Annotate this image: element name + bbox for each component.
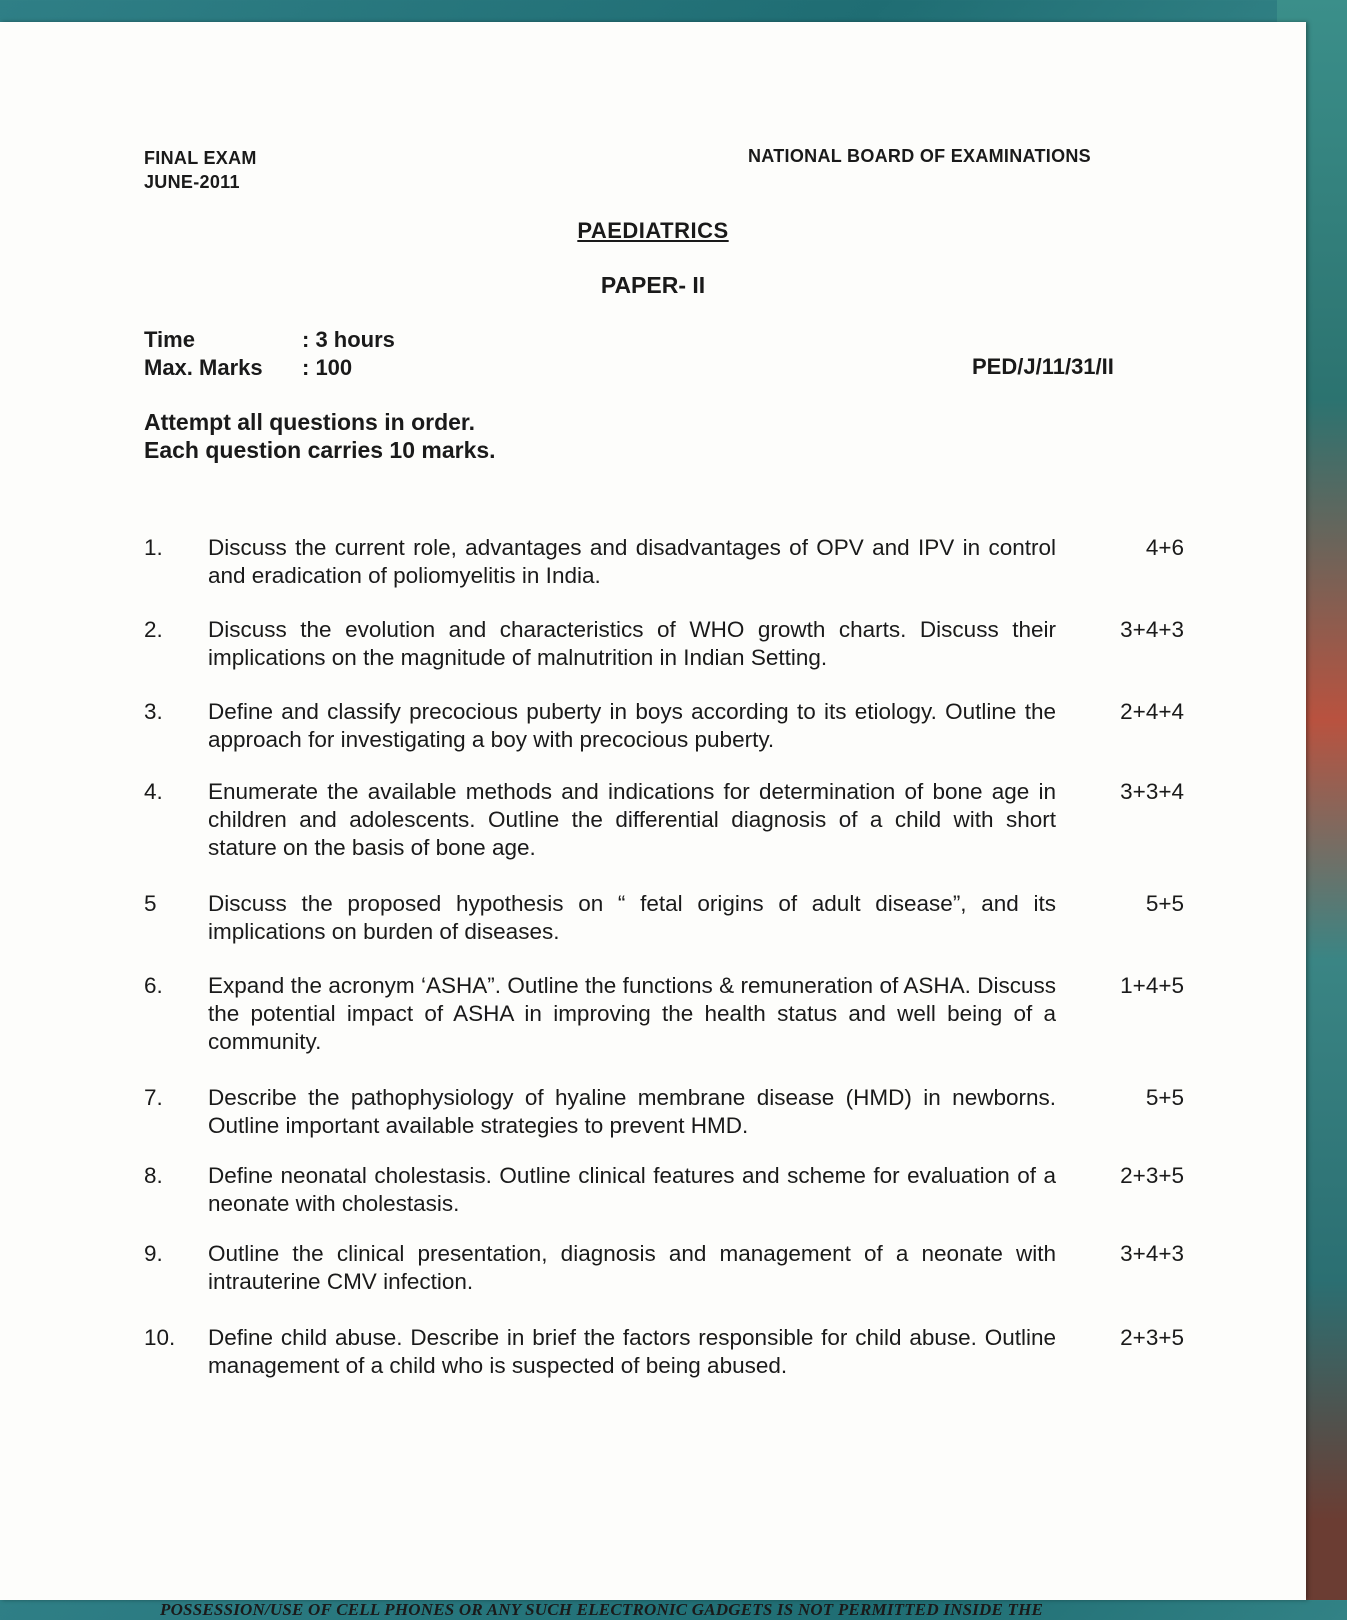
question-marks: 3+4+3: [1120, 1241, 1184, 1266]
question-item: [144, 1324, 1184, 1380]
question-number: 2.: [144, 617, 163, 642]
exam-header-left: [144, 146, 257, 194]
instruction-line: Attempt all questions in order.: [144, 409, 475, 435]
question-number: 7.: [144, 1085, 163, 1110]
exam-title: FINAL EXAM: [144, 148, 257, 168]
footer-notice: POSSESSION/USE OF CELL PHONES OR ANY SUCH ELECTRONIC GADGETS IS NOT PERMITTED INSIDE THE: [160, 1600, 1044, 1619]
question-number: 4.: [144, 779, 163, 804]
question-item: [144, 1240, 1184, 1296]
question-marks: 1+4+5: [1120, 973, 1184, 998]
question-text: Define child abuse. Describe in brief the factors responsible for child abuse. Outline management of a child who is suspected of being abused.: [208, 1325, 1056, 1378]
max-marks-value: : 100: [302, 355, 353, 380]
question-number: 1.: [144, 535, 163, 560]
subject-title: [0, 218, 1306, 244]
question-text: Discuss the proposed hypothesis on “ fetal origins of adult disease”, and its implications on burden of diseases.: [208, 891, 1056, 944]
question-text: Enumerate the available methods and indications for determination of bone age in children and adolescents. Outline the differential diagnosis of a child with short stature on the basis of bone age.: [208, 779, 1056, 860]
question-marks: 3+3+4: [1120, 779, 1184, 804]
paper-number: PAPER- II: [600, 272, 706, 298]
question-item: [144, 890, 1184, 946]
question-item: [144, 1084, 1184, 1140]
question-item: [144, 1162, 1184, 1218]
question-text: Outline the clinical presentation, diagnosis and management of a neonate with intrauterine CMV infection.: [208, 1241, 1056, 1294]
question-list: [144, 522, 1184, 1380]
question-text: Expand the acronym ‘ASHA”. Outline the functions & remuneration of ASHA. Discuss the potential impact of ASHA in improving the health status and well being of a community.: [208, 973, 1056, 1054]
time-value: : 3 hours: [302, 327, 395, 352]
question-marks: 4+6: [1145, 535, 1184, 560]
question-number: 8.: [144, 1163, 163, 1188]
exam-meta: [144, 326, 395, 382]
instructions: [144, 408, 496, 464]
question-number: 5: [144, 891, 157, 916]
question-text: Discuss the current role, advantages and disadvantages of OPV and IPV in control and eradication of poliomyelitis in India.: [208, 535, 1056, 588]
question-marks: 2+3+5: [1120, 1325, 1184, 1350]
max-marks-label: Max. Marks: [144, 355, 263, 380]
question-number: 6.: [144, 973, 163, 998]
question-item: [144, 778, 1184, 862]
question-number: 3.: [144, 699, 163, 724]
exam-session: JUNE-2011: [144, 172, 240, 192]
board-name: NATIONAL BOARD OF EXAMINATIONS: [748, 146, 1091, 166]
subject-text: PAEDIATRICS: [577, 218, 729, 243]
question-item: [144, 972, 1184, 1056]
question-number: 10.: [144, 1325, 176, 1350]
question-item: [144, 616, 1184, 672]
question-marks: 3+4+3: [1120, 617, 1184, 642]
question-item: [144, 534, 1184, 590]
question-text: Discuss the evolution and characteristics of WHO growth charts. Discuss their implications on the magnitude of malnutrition in Indian Setting.: [208, 617, 1056, 670]
marks-row: [144, 354, 395, 382]
question-item: [144, 698, 1184, 754]
time-label: Time: [144, 327, 195, 352]
exam-paper-sheet: [0, 22, 1306, 1619]
question-marks: 5+5: [1145, 891, 1184, 916]
question-text: Define and classify precocious puberty in boys according to its etiology. Outline the approach for investigating a boy with precocious puberty.: [208, 699, 1056, 752]
question-text: Describe the pathophysiology of hyaline membrane disease (HMD) in newborns. Outline important available strategies to prevent HMD.: [208, 1085, 1056, 1138]
time-row: [144, 326, 395, 354]
question-marks: 5+5: [1145, 1085, 1184, 1110]
question-text: Define neonatal cholestasis. Outline clinical features and scheme for evaluation of a neonate with cholestasis.: [208, 1163, 1056, 1216]
question-number: 9.: [144, 1241, 163, 1266]
instruction-line: Each question carries 10 marks.: [144, 437, 496, 463]
question-marks: 2+4+4: [1120, 699, 1184, 724]
paper-code: PED/J/11/31/II: [972, 354, 1114, 379]
question-marks: 2+3+5: [1120, 1163, 1184, 1188]
